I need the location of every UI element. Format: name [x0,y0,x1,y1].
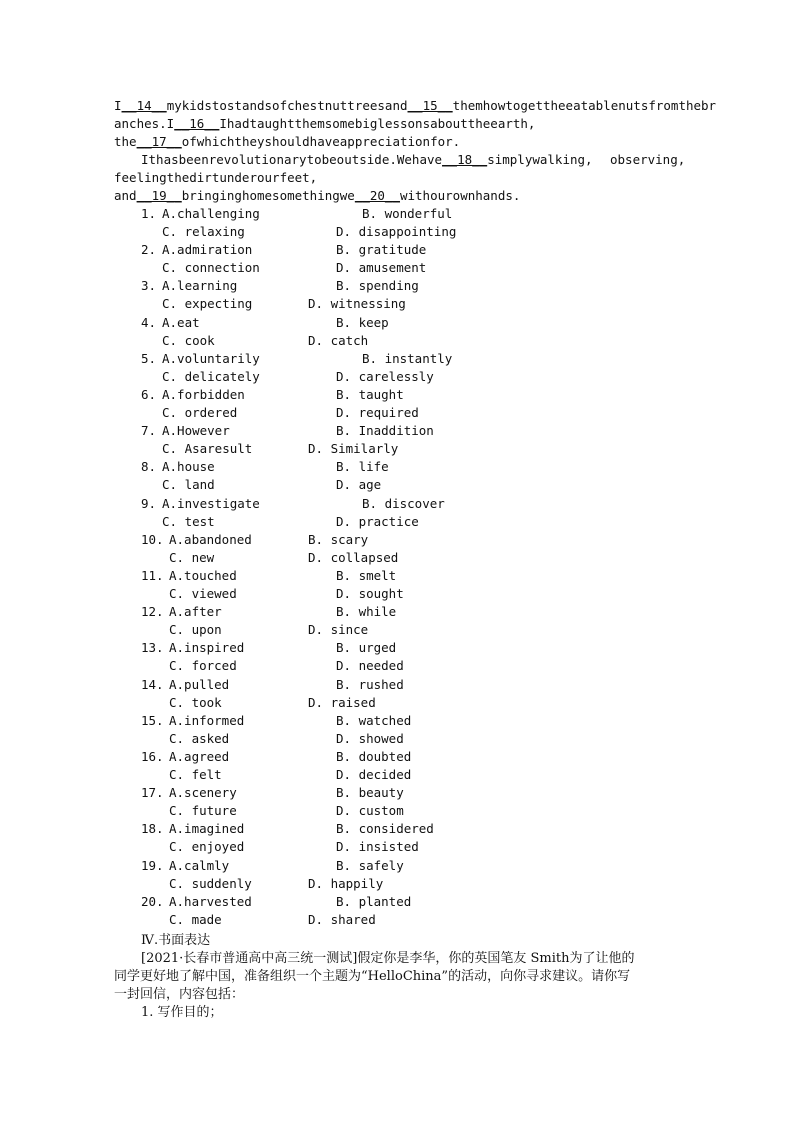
option-b: B. urged [336,640,397,656]
option-a: A.informed [169,712,245,728]
option-a: A.pulled [169,676,230,692]
blank-15: __15__ [407,98,453,113]
option-d: D. insisted [336,839,419,855]
question-number: 3. [141,278,157,294]
option-a: A.investigate [162,495,260,511]
option-b: B. considered [336,821,434,837]
option-a: A.abandoned [169,531,252,547]
option-c: C. felt [169,767,222,782]
passage-line-4: Ithasbeenrevolutionarytobeoutside.Wehave__18__simplywalking, [141,152,593,167]
option-a: A.eat [162,314,200,330]
prompt-line-2: 同学更好地了解中国，准备组织一个主题为“HelloChina”的活动，向你寻求建议。请你写 [114,969,631,984]
option-c: C. new [169,549,215,565]
option-c: C. land [162,477,215,493]
option-c: C. suddenly [169,875,252,891]
question-number: 14. [141,676,164,692]
question-number: 12. [141,604,164,620]
option-c: C. relaxing [162,224,245,239]
option-d: D. custom [336,803,404,819]
option-c: C. Asaresult [162,441,253,457]
option-c: C. forced [169,658,237,674]
option-c: C. made [169,911,222,927]
option-d: D. needed [336,658,404,674]
option-b: B. taught [336,387,404,402]
option-a: A.house [162,459,215,475]
option-d: D. Similarly [308,441,399,457]
question-number: 15. [141,712,164,728]
blank-18: __18__ [442,152,488,167]
option-c: C. took [169,694,222,710]
option-d: D. amusement [336,260,427,276]
option-d: D. showed [336,730,404,746]
option-c: C. upon [169,622,222,638]
option-a: A.inspired [169,640,245,656]
passage-line-6: and__19__bringinghomesomethingwe__20__withourownhands. [114,188,521,203]
option-c: C. enjoyed [169,839,245,855]
option-b: B. doubted [336,749,412,764]
option-b: B. rushed [336,676,404,692]
passage-line-1: I__14__mykidstostandsofchestnuttreesand__15__themhowtogettheeatablenutsfromthebr [114,98,717,113]
question-number: 16. [141,749,164,764]
option-b: B. Inaddition [336,423,434,439]
prompt-line-1: [2021·长春市普通高中高三统一测试]假定你是李华，你的英国笔友 Smith为了让他的 [141,951,635,966]
option-c: C. connection [162,260,260,276]
question-number: 19. [141,857,164,873]
question-number: 9. [141,495,157,511]
option-a: A.scenery [169,785,237,801]
option-a: A.forbidden [162,387,245,402]
passage-line-5: feelingthedirtunderourfeet, [114,170,318,185]
blank-20: __20__ [354,188,400,203]
option-a: A.voluntarily [162,350,260,366]
question-number: 5. [141,350,157,366]
option-b: B. scary [308,531,369,547]
option-c: C. delicately [162,368,260,384]
blank-17: __17__ [136,134,182,149]
question-number: 11. [141,568,164,583]
option-d: D. shared [308,911,376,927]
option-b: B. life [336,459,389,475]
option-c: C. asked [169,730,230,746]
option-d: D. practice [336,513,419,529]
option-c: C. future [169,803,237,819]
option-b: B. planted [336,893,412,909]
option-b: B. instantly [362,350,453,366]
option-d: D. required [336,405,419,420]
option-d: D. witnessing [308,296,406,312]
blank-19: __19__ [136,188,182,203]
option-a: A.after [169,604,222,620]
question-number: 2. [141,242,157,258]
option-a: A.touched [169,568,237,583]
option-b: B. wonderful [362,206,453,221]
option-b: B. safely [336,857,404,873]
prompt-line-3: 一封回信，内容包括： [114,987,245,1002]
option-a: A.learning [162,278,238,294]
option-a: A.admiration [162,242,253,258]
option-d: D. collapsed [308,549,399,565]
option-b: B. smelt [336,568,397,583]
question-number: 20. [141,893,164,909]
question-number: 4. [141,314,157,330]
option-d: D. happily [308,875,384,891]
option-a: A.challenging [162,206,260,221]
option-c: C. test [162,513,215,529]
option-c: C. viewed [169,586,237,601]
option-c: C. ordered [162,405,238,420]
question-number: 7. [141,423,157,439]
option-d: D. sought [336,586,404,601]
question-number: 8. [141,459,157,475]
option-a: A.harvested [169,893,252,909]
passage-line-2: anches.I__16__Ihadtaughtthemsomebiglessonsabouttheearth, [114,116,536,131]
option-d: D. since [308,622,369,638]
option-a: A.calmly [169,857,230,873]
question-number: 1. [141,206,157,221]
question-number: 18. [141,821,164,837]
question-number: 17. [141,785,164,801]
option-b: B. keep [336,314,389,330]
option-a: A.However [162,423,230,439]
option-d: D. raised [308,694,376,710]
question-number: 13. [141,640,164,656]
option-d: D. disappointing [336,224,457,239]
option-d: D. age [336,477,382,493]
option-d: D. decided [336,767,412,782]
option-b: B. watched [336,712,412,728]
prompt-item-1: 1. 写作目的； [141,1005,223,1020]
option-c: C. cook [162,332,215,348]
option-c: C. expecting [162,296,253,312]
option-a: A.imagined [169,821,245,837]
passage-line-3: the__17__ofwhichtheyshouldhaveappreciationfor. [114,134,461,149]
option-d: D. carelessly [336,368,434,384]
option-b: B. while [336,604,397,620]
option-d: D. catch [308,332,369,348]
question-number: 6. [141,387,157,402]
option-b: B. beauty [336,785,404,801]
option-b: B. spending [336,278,419,294]
option-a: A.agreed [169,749,230,764]
blank-16: __16__ [174,116,220,131]
passage-line-4-end: observing, [610,152,686,167]
section-heading: Ⅳ.书面表达 [141,933,211,948]
option-b: B. discover [362,495,445,511]
option-b: B. gratitude [336,242,427,258]
question-number: 10. [141,531,164,547]
blank-14: __14__ [121,98,167,113]
